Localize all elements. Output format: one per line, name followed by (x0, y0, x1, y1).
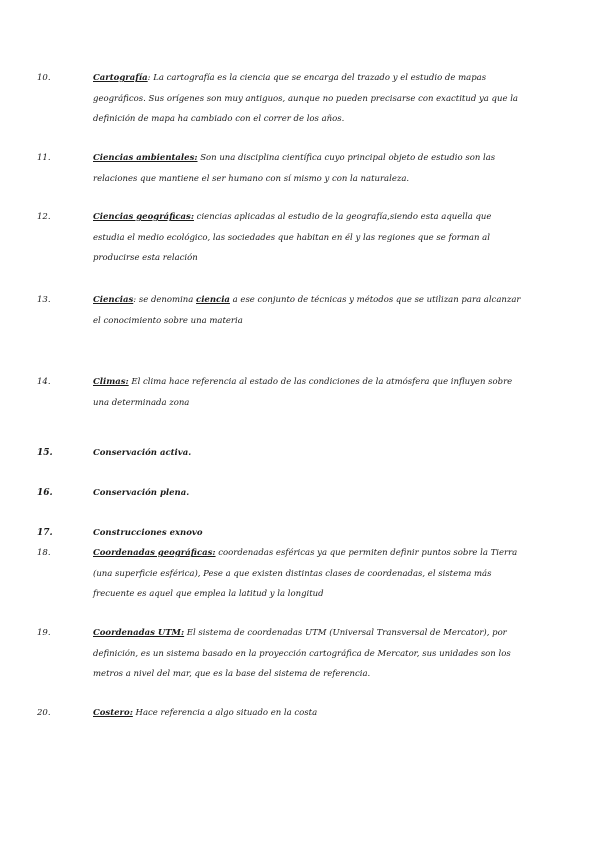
entry-definition: ciencias aplicadas al estudio de la geografía,siendo esta aquella que estudia el medio ecológico, las sociedades que habitan en él y las regiones que se forman al producirse esta relación (93, 212, 492, 263)
entry-term: Cartografía (93, 73, 148, 83)
entry-definition: a ese conjunto de técnicas y métodos que se utilizan para alcanzar el conocimiento sobre una materia (93, 295, 521, 326)
entry-body (93, 703, 521, 724)
entry-body (93, 290, 521, 331)
entry-number: 18. (37, 548, 51, 558)
entry-body (93, 372, 521, 413)
entry-body (93, 523, 521, 544)
entry-definition: Son una disciplina científica cuyo principal objeto de estudio son las relaciones que mantiene el ser humano con sí mismo y con la naturaleza. (93, 153, 496, 184)
entry-number: 11. (37, 153, 51, 163)
entry-number: 17. (37, 528, 53, 538)
entry-body (93, 543, 521, 605)
entry-body (93, 623, 521, 685)
entry-term: Costero: (93, 708, 133, 718)
entry-number: 13. (37, 295, 51, 305)
entry-term: Ciencias ambientales: (93, 153, 198, 163)
entry-term: Ciencias geográficas: (93, 212, 194, 222)
entry-body (93, 68, 521, 130)
entry-term: Climas: (93, 377, 129, 387)
entry-term: Conservación activa. (93, 448, 192, 458)
entry-definition: El clima hace referencia al estado de las condiciones de la atmósfera que influyen sobre una determinada zona (93, 377, 513, 408)
entry-definition: Hace referencia a algo situado en la costa (132, 708, 318, 718)
entry-term: Coordenadas geográficas: (93, 548, 216, 558)
entry-number: 12. (37, 212, 51, 222)
entry-term: Conservación plena. (93, 488, 190, 498)
entry-inline-term: ciencia (196, 295, 230, 305)
entry-number: 14. (37, 377, 51, 387)
entry-definition-lead: : se denomina (133, 295, 197, 305)
entry-term: Coordenadas UTM: (93, 628, 185, 638)
entry-number: 10. (37, 73, 51, 83)
entry-definition: El sistema de coordenadas UTM (Universal Transversal de Mercator), por definición, es un sistema basado en la proyección cartográfica de Mercator, sus unidades son los metros a nivel del mar, que es la base del sistema de referencia. (93, 628, 511, 679)
entry-definition: coordenadas esféricas ya que permiten definir puntos sobre la Tierra (una superficie esférica), Pese a que existen distintas clases de coordenadas, el sistema más frecuente es aquel que emplea la latitud y la longitud (93, 548, 518, 599)
entry-body (93, 207, 521, 269)
entry-term: Ciencias (93, 295, 134, 305)
entry-body (93, 483, 521, 504)
entry-number: 16. (37, 488, 53, 498)
entry-number: 19. (37, 628, 51, 638)
entry-definition: : La cartografía es la ciencia que se encarga del trazado y el estudio de mapas geográficos. Sus orígenes son muy antiguos, aunque no pueden precisarse con exactitud ya que la definición de mapa ha cambiado con el correr de los años. (93, 73, 518, 124)
entry-number: 20. (37, 708, 51, 718)
entry-term: Construcciones exnovo (93, 528, 203, 538)
entry-body (93, 148, 521, 189)
entry-body (93, 443, 521, 464)
entry-number: 15. (37, 448, 53, 458)
